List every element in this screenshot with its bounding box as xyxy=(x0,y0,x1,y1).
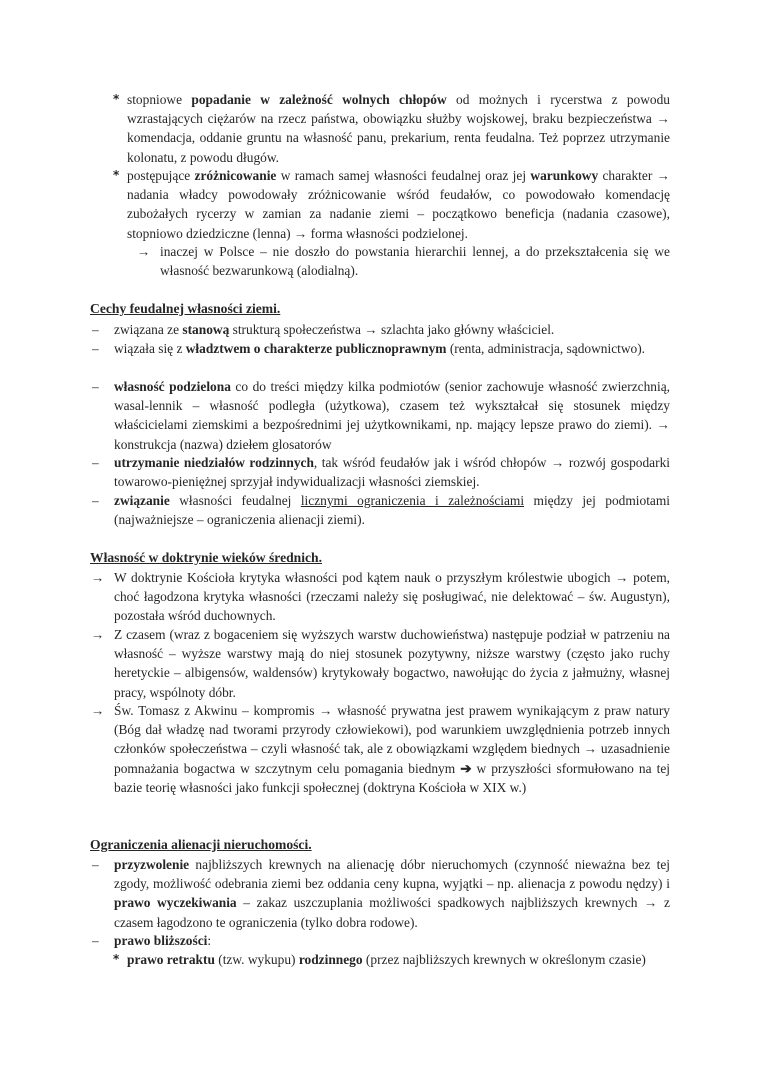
section-heading: Cechy feudalnej własności ziemi. xyxy=(90,301,281,316)
list-item: Z czasem (wraz z bogaceniem się wyższych warstw duchowieństwa) następuje podział w patrzeniu na własność – wyższe warstwy mają do niej stosunek pozytywny, niższe warstwy (często jako ruchy heretyckie – albigensów, waldensów) krytykowały bogactwo, nawołując do życia z jałmużny, własnej pracy, wspólnoty dóbr. xyxy=(114,627,670,700)
star-bullet: * xyxy=(113,168,120,182)
list-item: związana ze stanową strukturą społeczeństwa → szlachta jako główny właściciel. xyxy=(114,322,555,337)
arrow-bullet: → xyxy=(137,244,151,259)
dash-bullet: – xyxy=(92,379,99,394)
sub-list-item: prawo retraktu (tzw. wykupu) rodzinnego (przez najbliższych krewnych w określonym czasie) xyxy=(127,952,646,967)
list-item: stopniowe popadanie w zależność wolnych chłopów od możnych i rycerstwa z powodu wzrastających ciężarów na rzecz państwa, obowiązku służby wojskowej, braku bezpieczeństwa → komendacja, oddanie gruntu na własność panu, prekarium, renta feudalna. Też poprzez utrzymanie kolonatu, z powodu długów. xyxy=(127,92,670,165)
list-item: własność podzielona co do treści między kilka podmiotów (senior zachowuje własność zwierzchnią, wasal-lennik – własność podległa (użytkowa), czasem też wykształcał się stosunek między właścicielami ziemskimi a bezpośrednimi jej użytkownikami, np. mający lepsze prawo do ziemi). → konstrukcja (nazwa) dziełem glosatorów xyxy=(114,379,670,452)
dash-bullet: – xyxy=(92,493,99,508)
sub-list-item: inaczej w Polsce – nie doszło do powstania hierarchii lennej, a do przekształcenia się we własność bezwarunkową (alodialną). xyxy=(160,244,670,279)
list-item: Św. Tomasz z Akwinu – kompromis → własność prywatna jest prawem wynikającym z praw natury (Bóg dał władzę nad tworami przyrody człowiekowi), pod warunkiem uwzględnienia potrzeb innych członków społeczeństwa – czyli własność tak, ale z obowiązkami względem biednych → uzasadnienie pomnażania bogactwa w szczytnym celu pomagania biednym ➔ w przyszłości sformułowano na tej bazie teorię własności jako funkcji społecznej (doktryna Kościoła w XIX w.) xyxy=(114,703,671,795)
list-item: przyzwolenie najbliższych krewnych na alienację dóbr nieruchomych (czynność nieważna bez tej zgody, możliwość odebrania ziemi bez oddania ceny kupna, wyjątki – np. alienacja z powodu nędzy) i prawo wyczekiwania – zakaz uszczuplania możliwości spadkowych najbliższych krewnych → z czasem łagodzono te ograniczenia (tylko dobra rodowe). xyxy=(114,857,670,930)
dash-bullet: – xyxy=(92,341,99,356)
star-bullet: * xyxy=(113,952,120,966)
arrow-bullet: → xyxy=(91,703,105,718)
list-item: wiązała się z władztwem o charakterze publicznoprawnym (renta, administracja, sądownictwo). xyxy=(114,341,646,356)
bold-arrow-icon: ➔ xyxy=(460,760,472,776)
dash-bullet: – xyxy=(92,933,99,948)
dash-bullet: – xyxy=(92,455,99,470)
list-item: postępujące zróżnicowanie w ramach samej własności feudalnej oraz jej warunkowy charakter → nadania władcy powodowały zróżnicowanie wśród feudałów, co powodowało komendację zubożałych rycerzy w zamian za nadanie ziemi – początkowo beneficja (nadania czasowe), stopniowo dziedziczne (lenna) → forma własności podzielonej. xyxy=(127,168,671,241)
list-item: prawo bliższości: xyxy=(114,933,212,948)
list-item: związanie własności feudalnej licznymi ograniczenia i zależnościami między jej podmiotami (najważniejsze – ograniczenia alienacji ziemi). xyxy=(114,493,670,528)
list-item: utrzymanie niedziałów rodzinnych, tak wśród feudałów jak i wśród chłopów → rozwój gospodarki towarowo-pieniężnej sprzyjał indywidualizacji własności ziemskiej. xyxy=(114,455,670,490)
dash-bullet: – xyxy=(92,857,99,872)
arrow-bullet: → xyxy=(91,627,105,642)
list-item: W doktrynie Kościoła krytyka własności pod kątem nauk o przyszłym królestwie ubogich → potem, choć łagodzona krytyka własności (rzeczami należy się posługiwać, nie delektować – św. Augustyn), pozostała wśród duchownych. xyxy=(114,570,670,624)
section-heading: Ograniczenia alienacji nieruchomości. xyxy=(90,837,312,852)
star-bullet: * xyxy=(113,92,120,106)
section-heading: Własność w doktrynie wieków średnich. xyxy=(90,550,322,565)
arrow-bullet: → xyxy=(91,570,105,585)
dash-bullet: – xyxy=(92,322,99,337)
